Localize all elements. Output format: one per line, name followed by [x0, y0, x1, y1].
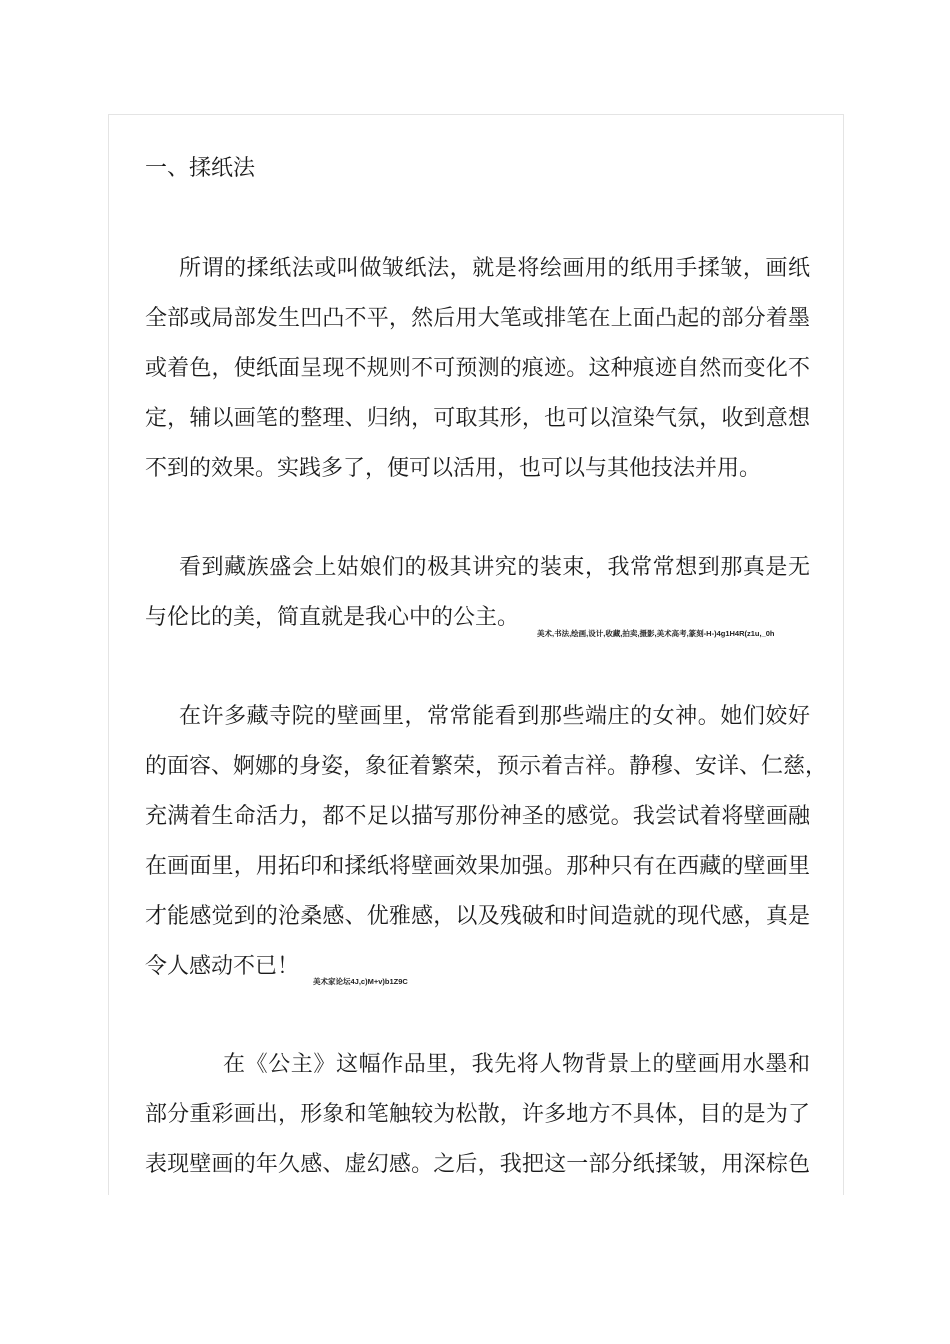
text-line: 部分重彩画出，形象和笔触较为松散，许多地方不具体，目的是为了 [145, 1102, 810, 1127]
text-line: 看到藏族盛会上姑娘们的极其讲究的装束，我常常想到那真是无 [179, 555, 810, 580]
text-line: 或着色，使纸面呈现不规则不可预测的痕迹。这种痕迹自然而变化不 [145, 356, 810, 381]
text-line: 的面容、婀娜的身姿，象征着繁荣，预示着吉祥。静穆、安详、仁慈， [145, 754, 828, 779]
text-line: 在《公主》这幅作品里，我先将人物背景上的壁画用水墨和 [223, 1052, 810, 1077]
paragraph-3 [145, 692, 828, 992]
text-line: 在许多藏寺院的壁画里，常常能看到那些端庄的女神。她们姣好 [179, 704, 810, 729]
watermark-note: 美术,书法,绘画,设计,收藏,拍卖,摄影,美术高考,篆刻-H-)4g1H4R(z1u,_0h [537, 629, 775, 638]
section-heading: 一、揉纸法 [145, 156, 256, 181]
text-line: 与伦比的美，简直就是我心中的公主。 [145, 605, 520, 630]
text-line: 不到的效果。实践多了，便可以活用，也可以与其他技法并用。 [145, 456, 762, 481]
text-line: 全部或局部发生凹凸不平，然后用大笔或排笔在上面凸起的部分着墨 [145, 306, 810, 331]
paragraph-1 [145, 244, 810, 494]
text-line: 充满着生命活力，都不足以描写那份神圣的感觉。我尝试着将壁画融 [145, 804, 810, 829]
paragraph-4 [145, 1040, 810, 1190]
text-line: 所谓的揉纸法或叫做皱纸法，就是将绘画用的纸用手揉皱，画纸 [179, 256, 810, 281]
text-line: 令人感动不已！ [145, 954, 300, 979]
text-line: 定，辅以画笔的整理、归纳，可取其形，也可以渲染气氛，收到意想 [145, 406, 810, 431]
text-line: 表现壁画的年久感、虚幻感。之后，我把这一部分纸揉皱，用深棕色 [145, 1152, 810, 1177]
text-line: 才能感觉到的沧桑感、优雅感，以及残破和时间造就的现代感，真是 [145, 904, 810, 929]
watermark-note: 美术家论坛4J,c)M+v)b1Z9C [313, 977, 408, 986]
text-line: 在画面里，用拓印和揉纸将壁画效果加强。那种只有在西藏的壁画里 [145, 854, 810, 879]
paragraph-2 [145, 543, 810, 643]
